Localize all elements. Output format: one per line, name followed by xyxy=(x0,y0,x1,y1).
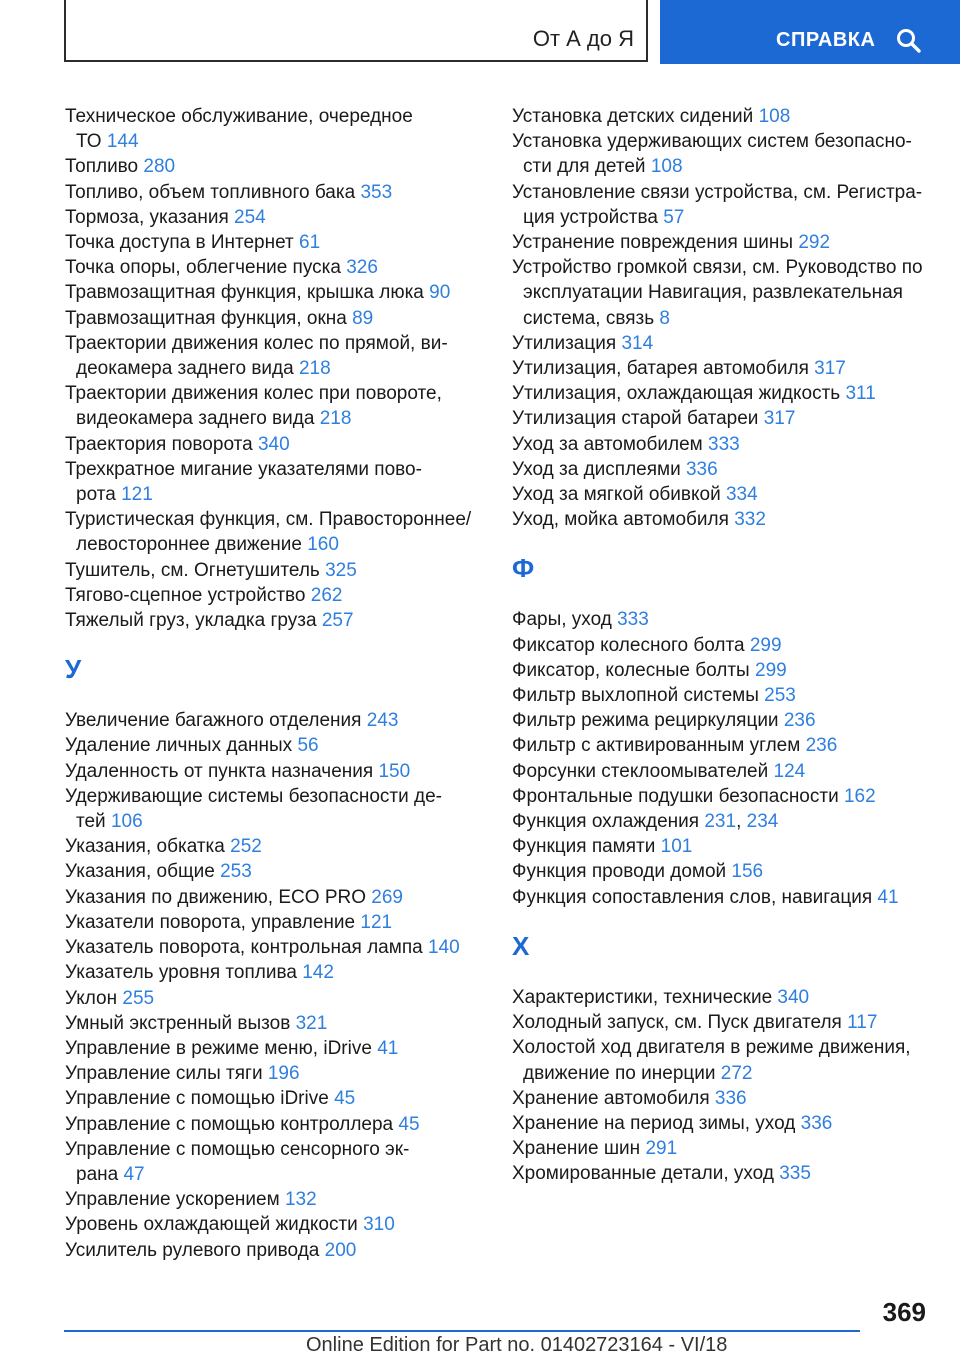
tab-reference-label: СПРАВКА xyxy=(776,29,876,51)
entry-text: Указатель уровня топлива xyxy=(65,962,297,984)
index-entry xyxy=(512,985,942,1010)
index-entry xyxy=(65,1212,485,1237)
page-link[interactable]: 61 xyxy=(299,232,321,254)
page-link[interactable]: 200 xyxy=(324,1239,357,1261)
entry-text: Управление с помощью контроллера xyxy=(65,1113,394,1135)
entry-text: Удаление личных данных xyxy=(65,735,293,757)
index-entry xyxy=(65,759,485,784)
page-link[interactable]: 108 xyxy=(650,156,683,178)
index-entry xyxy=(65,558,485,583)
index-entry xyxy=(512,432,942,457)
entry-text-continued: движение по инерции xyxy=(523,1062,716,1084)
entry-text: Фары, уход xyxy=(512,609,612,631)
page-link[interactable]: 236 xyxy=(805,735,838,757)
page-link[interactable]: 8 xyxy=(659,307,670,329)
index-entry xyxy=(512,658,942,683)
index-entry xyxy=(65,1061,485,1086)
page-link[interactable]: 243 xyxy=(366,710,399,732)
entry-text: Устранение повреждения шины xyxy=(512,232,794,254)
entry-text: Указатель поворота, контрольная лампа xyxy=(65,937,423,959)
page-link[interactable]: 333 xyxy=(708,433,740,455)
entry-text: Утилизация, охлаждающая жидкость xyxy=(512,383,841,405)
entry-text: Форсунки стеклоомывателей xyxy=(512,760,769,782)
entry-text: Фильтр выхлопной системы xyxy=(512,685,759,707)
index-entry xyxy=(512,683,942,708)
entry-text: Увеличение багажного отделения xyxy=(65,710,362,732)
entry-text: Характеристики, технические xyxy=(512,986,773,1008)
entry-text-continued: эксплуатации Навигация, развлекательная xyxy=(523,282,903,304)
entry-text: Точка доступа в Интернет xyxy=(65,232,294,254)
entry-text-continued: рана xyxy=(76,1163,119,1185)
page-link[interactable]: 255 xyxy=(122,987,155,1009)
entry-text: Утилизация xyxy=(512,332,617,354)
entry-text: Указатели поворота, управление xyxy=(65,911,356,933)
entry-text-continued: ТО xyxy=(76,131,102,153)
search-icon[interactable] xyxy=(896,28,922,54)
entry-text: Функция охлаждения xyxy=(512,811,700,833)
index-entry xyxy=(65,381,485,431)
index-entry xyxy=(512,1161,942,1186)
page-link[interactable]: 231 xyxy=(704,811,737,833)
page-link[interactable]: 317 xyxy=(814,358,846,380)
entry-text: Хранение шин xyxy=(512,1138,641,1160)
page-link[interactable]: 162 xyxy=(843,785,876,807)
index-entry xyxy=(65,935,485,960)
index-entry xyxy=(65,1086,485,1111)
page-link[interactable]: 121 xyxy=(121,484,153,506)
page-link[interactable]: 335 xyxy=(779,1163,811,1185)
index-entry xyxy=(65,583,485,608)
index-entry xyxy=(512,331,942,356)
entry-text-continued: сти для детей xyxy=(523,156,646,178)
index-entry xyxy=(65,331,485,381)
page-link[interactable]: 272 xyxy=(720,1062,753,1084)
entry-text-continued: система, связь xyxy=(523,307,655,329)
page-link[interactable]: 317 xyxy=(763,408,796,430)
entry-text: Уход за автомобилем xyxy=(512,433,703,455)
entry-text: Фиксатор, колесные болты xyxy=(512,659,750,681)
tab-a-to-z[interactable] xyxy=(64,0,648,62)
page-link[interactable]: 353 xyxy=(360,181,393,203)
index-entry xyxy=(65,1036,485,1061)
index-entry xyxy=(65,1187,485,1212)
page-link[interactable]: 262 xyxy=(310,584,343,606)
page-link[interactable]: 299 xyxy=(749,634,782,656)
page-link[interactable]: 41 xyxy=(377,1037,399,1059)
index-entry xyxy=(512,129,942,179)
page-link[interactable]: 234 xyxy=(746,811,779,833)
index-entry xyxy=(512,607,942,632)
index-entry xyxy=(512,1111,942,1136)
index-entry xyxy=(65,205,485,230)
index-entry xyxy=(65,986,485,1011)
page-link[interactable]: 334 xyxy=(725,484,758,506)
entry-text: Точка опоры, облегчение пуска xyxy=(65,257,341,279)
index-entry xyxy=(512,406,942,431)
index-entry xyxy=(65,960,485,985)
entry-text: Функция памяти xyxy=(512,836,656,858)
index-entry xyxy=(65,507,485,557)
entry-text: Траектории движения колес при повороте, xyxy=(65,383,442,405)
index-entry xyxy=(512,1136,942,1161)
entry-text: Уклон xyxy=(65,987,118,1009)
page-link[interactable]: 314 xyxy=(621,332,654,354)
page-link[interactable]: 101 xyxy=(660,836,693,858)
entry-text: Функция проводи домой xyxy=(512,861,727,883)
page-link[interactable]: 340 xyxy=(257,433,290,455)
index-entry xyxy=(512,356,942,381)
entry-text: Травмозащитная функция, крышка люка xyxy=(65,282,424,304)
page-link[interactable]: 333 xyxy=(617,609,649,631)
entry-text: Управление с помощью сенсорного эк- xyxy=(65,1138,410,1160)
index-entry xyxy=(65,834,485,859)
page-link[interactable]: 336 xyxy=(714,1087,747,1109)
index-entry xyxy=(512,482,942,507)
entry-text: Указания, общие xyxy=(65,861,215,883)
index-entry xyxy=(65,1137,485,1187)
entry-text: Хранение на период зимы, уход xyxy=(512,1112,796,1134)
entry-text: Уход за дисплеями xyxy=(512,458,681,480)
entry-text-continued: левостороннее движение xyxy=(76,534,302,556)
page-link[interactable]: 121 xyxy=(360,911,393,933)
page-link[interactable]: 56 xyxy=(297,735,319,757)
index-entry xyxy=(65,859,485,884)
page-link[interactable]: 150 xyxy=(378,760,411,782)
page-link[interactable]: 117 xyxy=(847,1012,878,1034)
tab-reference[interactable] xyxy=(660,0,960,64)
index-entry: Функция охлаждения 231, 234 xyxy=(512,811,779,833)
page-link[interactable]: 292 xyxy=(798,232,831,254)
entry-text-continued: рота xyxy=(76,484,116,506)
entry-text: Установление связи устройства, см. Регистра- xyxy=(512,181,923,203)
page-link[interactable]: 326 xyxy=(346,257,378,279)
page-link[interactable]: 252 xyxy=(230,836,262,858)
page-link[interactable]: 253 xyxy=(220,861,252,883)
footer-text: Online Edition for Part no. 01402723164 - VI/18 xyxy=(306,1334,728,1356)
page-link[interactable]: 132 xyxy=(284,1189,317,1211)
entry-text: Травмозащитная функция, окна xyxy=(65,307,347,329)
page-link[interactable]: 340 xyxy=(777,986,810,1008)
index-entry xyxy=(65,708,485,733)
index-entry xyxy=(512,1010,942,1035)
index-entry xyxy=(65,1238,485,1263)
entry-text: Туристическая функция, см. Правостороннее/ xyxy=(65,509,472,531)
page-link[interactable]: 332 xyxy=(734,509,766,531)
entry-text: Утилизация старой батареи xyxy=(512,408,759,430)
page-link[interactable]: 45 xyxy=(398,1113,420,1135)
index-entry xyxy=(512,885,942,910)
index-entry xyxy=(65,432,485,457)
entry-text: Указания, обкатка xyxy=(65,836,225,858)
entry-text: Устройство громкой связи, см. Руководство по xyxy=(512,257,923,279)
section-letter: Х xyxy=(512,930,530,961)
entry-text: Установка удерживающих систем безопасно- xyxy=(512,131,912,153)
entry-text: Удерживающие системы безопасности де- xyxy=(65,785,442,807)
entry-text: Управление ускорением xyxy=(65,1189,280,1211)
entry-text-continued: ция устройства xyxy=(523,206,658,228)
entry-text: Уровень охлаждающей жидкости xyxy=(65,1214,358,1236)
entry-text: Траектория поворота xyxy=(65,433,253,455)
page-link[interactable]: 310 xyxy=(363,1214,395,1236)
index-entry xyxy=(65,1011,485,1036)
entry-text: Трехкратное мигание указателями пово- xyxy=(65,458,422,480)
index-entry xyxy=(512,834,942,859)
page-link[interactable]: 254 xyxy=(234,206,266,228)
page-link[interactable]: 321 xyxy=(295,1012,328,1034)
index-entry xyxy=(512,1035,942,1085)
page-link[interactable]: 336 xyxy=(685,458,718,480)
entry-text-continued: видеокамера заднего вида xyxy=(76,408,315,430)
entry-text-continued: тей xyxy=(76,811,106,833)
page-link[interactable]: 89 xyxy=(352,307,374,329)
entry-text: Умный экстренный вызов xyxy=(65,1012,291,1034)
index-entry xyxy=(512,104,942,129)
entry-text: Фильтр режима рециркуляции xyxy=(512,710,779,732)
page-link[interactable]: 156 xyxy=(731,861,764,883)
index-entry xyxy=(512,633,942,658)
entry-text: Управление с помощью iDrive xyxy=(65,1088,329,1110)
entry-text: Управление силы тяги xyxy=(65,1063,263,1085)
entry-text: Уход за мягкой обивкой xyxy=(512,484,721,506)
entry-text: Установка детских сидений xyxy=(512,106,754,127)
section-letter: У xyxy=(65,654,82,685)
entry-text: Тушитель, см. Огнетушитель xyxy=(65,559,320,581)
header xyxy=(0,0,960,66)
entry-text: Уход, мойка автомобиля xyxy=(512,509,729,531)
page-link[interactable]: 291 xyxy=(645,1138,678,1160)
index-column-left xyxy=(65,104,485,1263)
index-entry xyxy=(65,230,485,255)
index-entry xyxy=(65,306,485,331)
page-link[interactable]: 108 xyxy=(758,106,791,127)
tab-a-to-z-label: От А до Я xyxy=(532,26,634,51)
entry-text: Удаленность от пункта назначения xyxy=(65,760,374,782)
index-entry xyxy=(512,759,942,784)
entry-text: Тягово-сцепное устройство xyxy=(65,584,306,606)
page-link[interactable]: 257 xyxy=(321,610,354,632)
page-link[interactable]: 218 xyxy=(319,408,352,430)
index-entry xyxy=(65,104,485,154)
entry-text: Указания по движению, ECO PRO xyxy=(65,886,366,908)
index-entry xyxy=(65,608,485,633)
index-entry xyxy=(512,180,942,230)
page-link[interactable]: 45 xyxy=(334,1088,356,1110)
index-entry xyxy=(512,230,942,255)
page-link[interactable]: 269 xyxy=(371,886,403,908)
index-entry xyxy=(65,457,485,507)
index-entry xyxy=(65,1112,485,1137)
entry-text: Хранение автомобиля xyxy=(512,1087,710,1109)
entry-text: Тяжелый груз, укладка груза xyxy=(65,610,317,632)
page-link[interactable]: 253 xyxy=(764,685,796,707)
index-entry xyxy=(512,457,942,482)
entry-text: Управление в режиме меню, iDrive xyxy=(65,1037,372,1059)
page-link[interactable]: 311 xyxy=(845,383,876,405)
index-entry xyxy=(512,255,942,331)
index-entry xyxy=(65,255,485,280)
page-link[interactable]: 124 xyxy=(773,760,806,782)
index-entry xyxy=(65,280,485,305)
page-link[interactable]: 47 xyxy=(123,1163,145,1185)
entry-text: Техническое обслуживание, очередное xyxy=(65,106,413,127)
page-link[interactable]: 336 xyxy=(800,1112,833,1134)
entry-text: Топливо, объем топливного бака xyxy=(65,181,356,203)
entry-text: Усилитель рулевого привода xyxy=(65,1239,320,1261)
index-column-right xyxy=(512,104,942,1187)
entry-text: Топливо xyxy=(65,156,139,178)
page-link[interactable]: 218 xyxy=(298,358,331,380)
index-entry xyxy=(65,885,485,910)
index-entry xyxy=(65,180,485,205)
entry-text: Холостой ход двигателя в режиме движения, xyxy=(512,1037,911,1059)
page-link[interactable]: 41 xyxy=(877,886,899,908)
index-entry xyxy=(65,733,485,758)
page-link[interactable]: 299 xyxy=(755,659,787,681)
index-entry xyxy=(65,910,485,935)
page-link[interactable]: 57 xyxy=(663,206,685,228)
page-link[interactable]: 236 xyxy=(783,710,816,732)
entry-text: Хромированные детали, уход xyxy=(512,1163,774,1185)
page-link[interactable]: 144 xyxy=(106,131,139,153)
entry-text: Тормоза, указания xyxy=(65,206,229,228)
entry-text: Фиксатор колесного болта xyxy=(512,634,745,656)
index-entry xyxy=(512,1086,942,1111)
index-entry xyxy=(65,784,485,834)
footer-divider xyxy=(64,1330,860,1332)
page-link[interactable]: 106 xyxy=(110,811,143,833)
index-entry xyxy=(65,154,485,179)
page-link[interactable]: 196 xyxy=(267,1063,300,1085)
page-link[interactable]: 140 xyxy=(427,937,460,959)
entry-text: Холодный запуск, см. Пуск двигателя xyxy=(512,1012,842,1034)
page-link[interactable]: 90 xyxy=(429,282,451,304)
page-link[interactable]: 142 xyxy=(302,962,334,984)
index-entry xyxy=(512,859,942,884)
index-entry xyxy=(512,381,942,406)
page-link[interactable]: 160 xyxy=(307,534,339,556)
index-entry xyxy=(512,733,942,758)
index-entry xyxy=(512,507,942,532)
index-entry xyxy=(512,784,942,809)
entry-text: Утилизация, батарея автомобиля xyxy=(512,358,809,380)
section-letter: Ф xyxy=(512,553,535,584)
entry-text-continued: деокамера заднего вида xyxy=(76,358,294,380)
entry-text: Фронтальные подушки безопасности xyxy=(512,785,839,807)
entry-text: Функция сопоставления слов, навигация xyxy=(512,886,873,908)
page-link[interactable]: 280 xyxy=(143,156,176,178)
page-number: 369 xyxy=(882,1297,926,1327)
entry-text: Траектории движения колес по прямой, ви- xyxy=(65,332,448,354)
page-link[interactable]: 325 xyxy=(325,559,357,581)
index-entry xyxy=(512,708,942,733)
entry-text: Фильтр с активированным углем xyxy=(512,735,801,757)
